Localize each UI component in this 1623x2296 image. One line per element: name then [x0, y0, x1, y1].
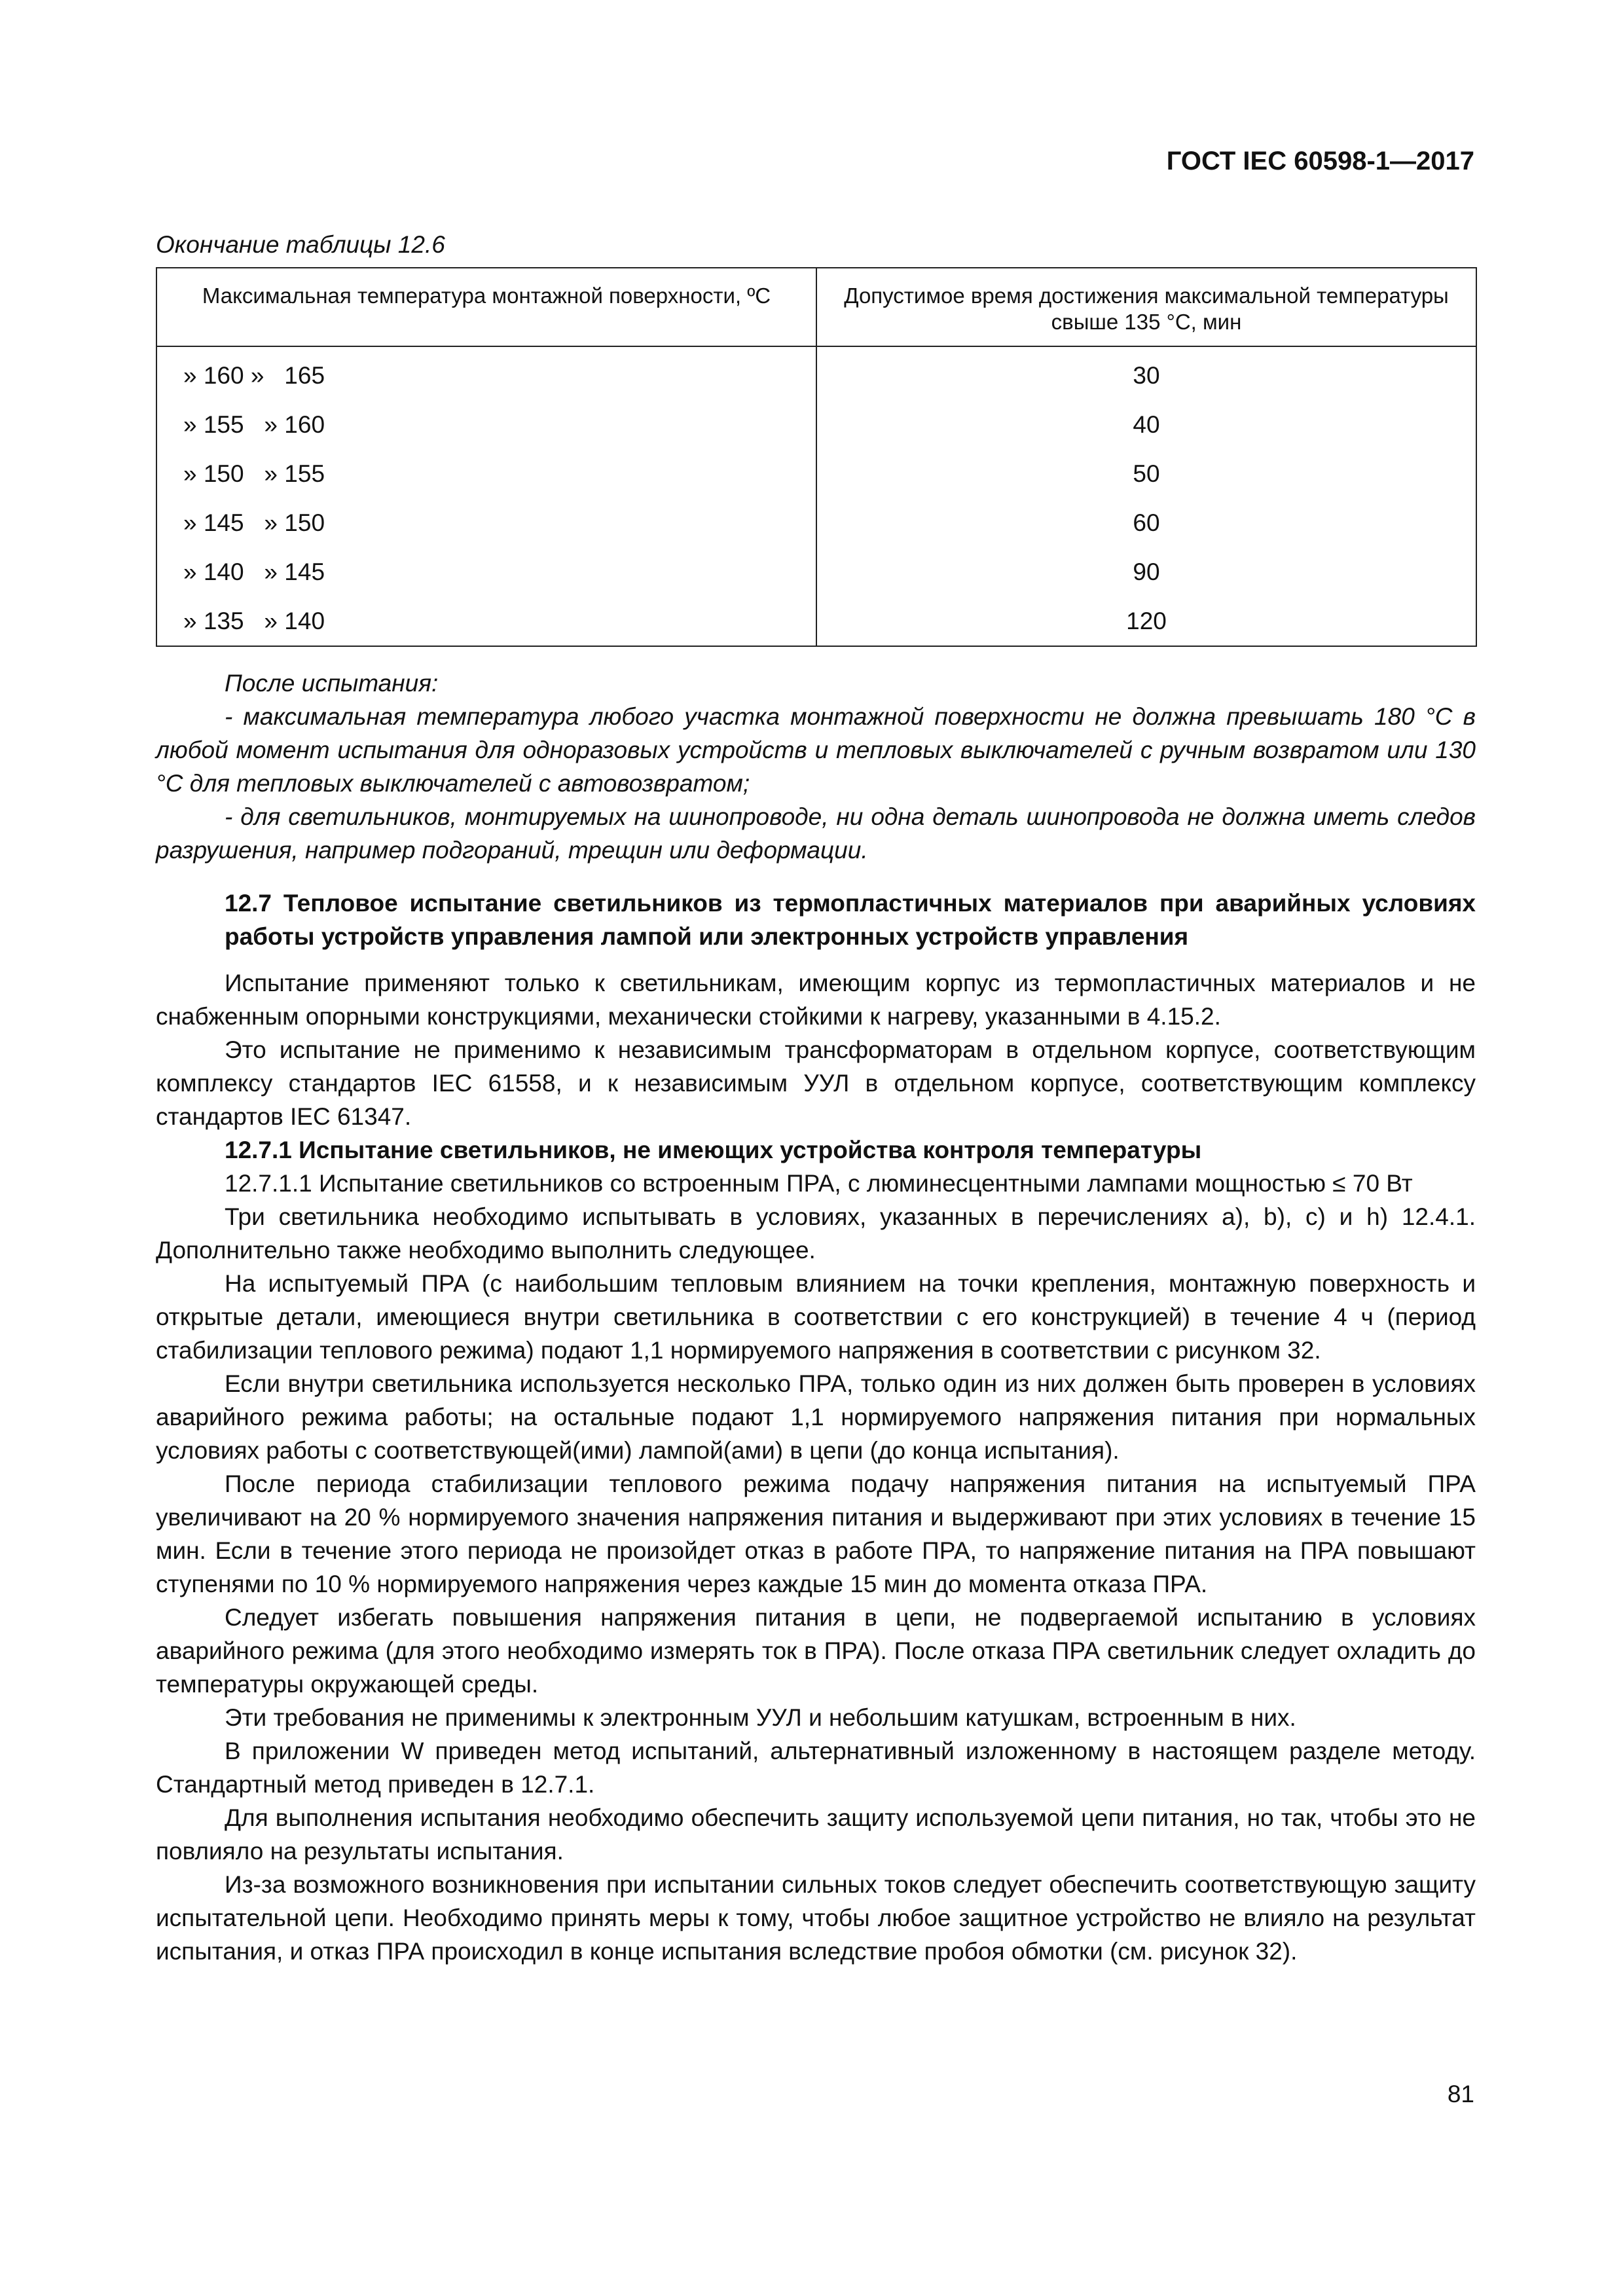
time-cell: 120 — [816, 596, 1476, 646]
temperature-range-cell: » 140 » 145 — [156, 547, 816, 596]
paragraph: Для выполнения испытания необходимо обеспечить защиту используемой цепи питания, но так, чтобы это не повлияло на результаты испытания. — [156, 1804, 1476, 1865]
subsection-title: 12.7.1 Испытание светильников, не имеющих устройства контроля температуры — [225, 1137, 1202, 1163]
table-header-row — [156, 268, 1476, 346]
paragraph: Это испытание не применимо к независимым трансформаторам в отдельном корпусе, соответствующим комплексу стандартов IEC 61558, и к независимым УУЛ в отдельном корпусе, соответствующим комплексу стандартов IEC 61347. — [156, 1036, 1476, 1130]
paragraph: На испытуемый ПРА (с наибольшим тепловым влиянием на точки крепления, монтажную поверхность и открытые детали, имеющиеся внутри светильника в соответствии с его конструкцией) в течение 4 ч (период стабилизации теплового режима) подают 1,1 нормируемого напряжения в соответствии с рисунком 32. — [156, 1270, 1476, 1364]
temperature-range-cell: » 135 » 140 — [156, 596, 816, 646]
table-row — [156, 498, 1476, 547]
table-row — [156, 547, 1476, 596]
paragraph: Эти требования не применимы к электронным УУЛ и небольшим катушкам, встроенным в них. — [225, 1704, 1296, 1731]
temperature-range-cell: » 150 » 155 — [156, 449, 816, 498]
temperature-range-cell: » 160 » 165 — [156, 346, 816, 400]
table-row — [156, 400, 1476, 449]
time-cell: 90 — [816, 547, 1476, 596]
paragraph: Если внутри светильника используется несколько ПРА, только один из них должен быть проверен в условиях аварийного режима работы; на остальные подают 1,1 нормируемого напряжения питания при нормальных условиях работы с соответствующей(ими) лампой(ами) в цепи (до конца испытания). — [156, 1370, 1476, 1464]
paragraph: В приложении W приведен метод испытаний, альтернативный изложенному в настоящем разделе методу. Стандартный метод приведен в 12.7.1. — [156, 1738, 1476, 1798]
paragraph: Три светильника необходимо испытывать в условиях, указанных в перечислениях a), b), c) и h) 12.4.1. Дополнительно также необходимо выполнить следующее. — [156, 1203, 1476, 1264]
table-row — [156, 596, 1476, 646]
column-header-temperature: Максимальная температура монтажной поверхности, ºС — [156, 268, 816, 346]
column-header-time: Допустимое время достижения максимальной температуры свыше 135 °С, мин — [816, 268, 1476, 346]
page-number: 81 — [1447, 2081, 1474, 2107]
paragraph: Испытание применяют только к светильникам, имеющим корпус из термопластичных материалов и не снабженным опорными конструкциями, механически стойкими к нагреву, указанными в 4.15.2. — [156, 970, 1476, 1030]
paragraph: После периода стабилизации теплового режима подачу напряжения питания на испытуемый ПРА увеличивают на 20 % нормируемого значения напряжения питания и выдерживают при этих условиях в течение 15 мин. Если в течение этого периода не произойдет отказ в работе ПРА, то напряжение питания на ПРА повышают ступенями по 10 % нормируемого напряжения через каждые 15 мин до момента отказа ПРА. — [156, 1470, 1476, 1597]
time-cell: 30 — [816, 346, 1476, 400]
after-test-heading: После испытания: — [225, 670, 439, 697]
time-cell: 50 — [816, 449, 1476, 498]
table-row — [156, 346, 1476, 400]
temperature-time-table — [156, 267, 1477, 647]
after-test-item: - максимальная температура любого участка монтажной поверхности не должна превышать 180 °С в любой момент испытания для одноразовых устройств и тепловых выключателей с ручным возвратом или 130 °С для тепловых выключателей с автовозвратом; — [156, 703, 1476, 797]
page-content — [156, 229, 1476, 1968]
clause-title: 12.7.1.1 Испытание светильников со встроенным ПРА, с люминесцентными лампами мощностью ≤ 70 Вт — [225, 1170, 1413, 1197]
table-row — [156, 449, 1476, 498]
section-title: 12.7 Тепловое испытание светильников из термопластичных материалов при аварийных условиях работы устройств управления лампой или электронных устройств управления — [225, 890, 1476, 950]
table-caption: Окончание таблицы 12.6 — [156, 231, 445, 258]
paragraph: Из-за возможного возникновения при испытании сильных токов следует обеспечить соответствующую защиту испытательной цепи. Необходимо принять меры к тому, чтобы любое защитное устройство не влияло на результат испытания, и отказ ПРА происходил в конце испытания вследствие пробоя обмотки (см. рисунок 32). — [156, 1871, 1476, 1965]
after-test-block — [156, 666, 1476, 867]
paragraph: Следует избегать повышения напряжения питания в цепи, не подвергаемой испытанию в условиях аварийного режима (для этого необходимо измерять ток в ПРА). После отказа ПРА светильник следует охладить до температуры окружающей среды. — [156, 1604, 1476, 1698]
after-test-item: - для светильников, монтируемых на шинопроводе, ни одна деталь шинопровода не должна иметь следов разрушения, например подгораний, трещин или деформации. — [156, 803, 1476, 864]
time-cell: 40 — [816, 400, 1476, 449]
time-cell: 60 — [816, 498, 1476, 547]
temperature-range-cell: » 155 » 160 — [156, 400, 816, 449]
temperature-range-cell: » 145 » 150 — [156, 498, 816, 547]
document-code: ГОСТ IEC 60598-1—2017 — [1166, 147, 1474, 175]
